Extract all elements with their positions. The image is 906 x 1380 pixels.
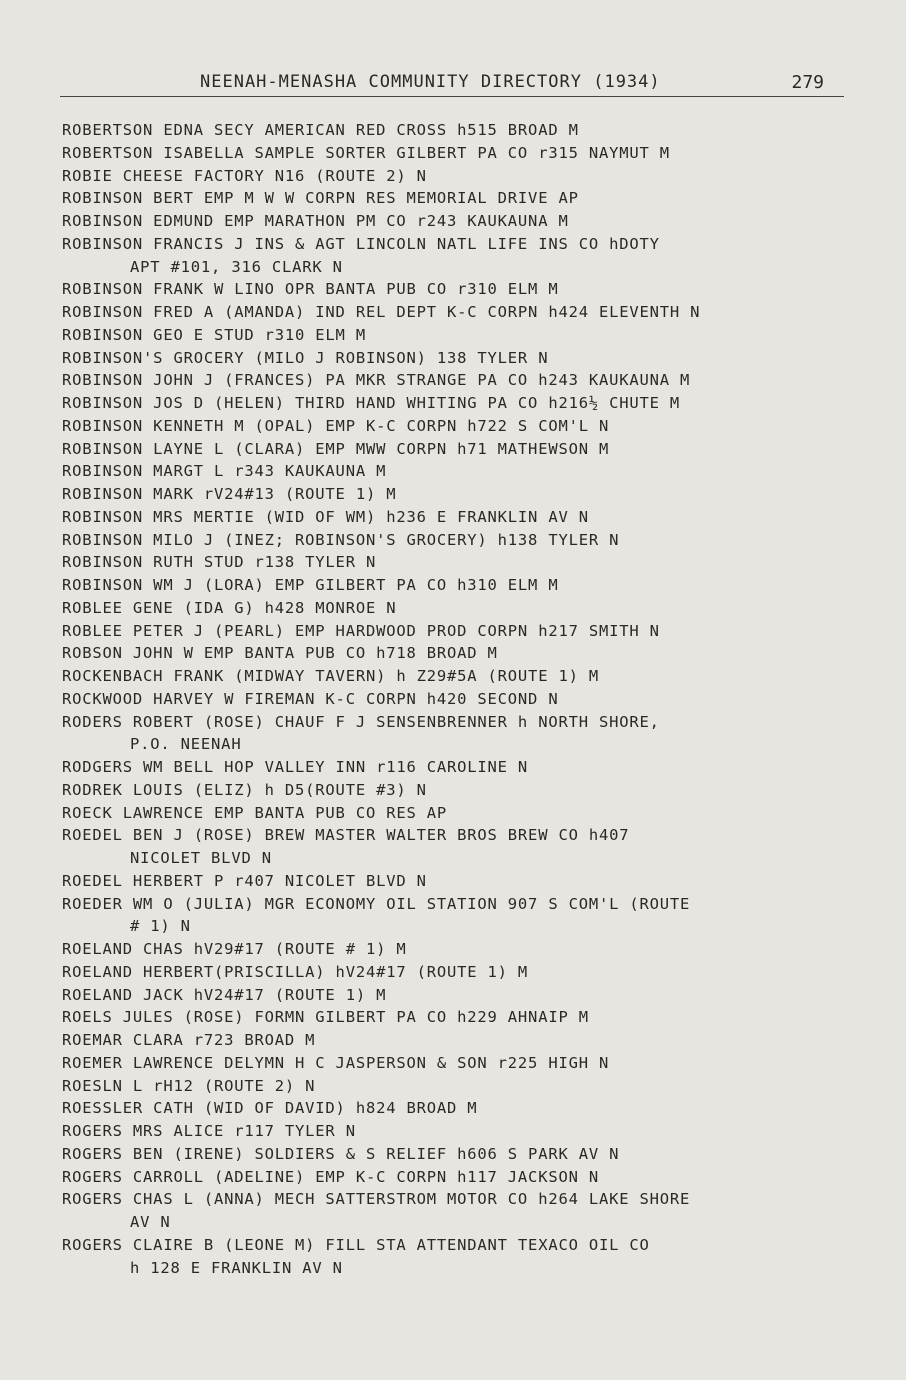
directory-entry: ROGERS BEN (IRENE) SOLDIERS & S RELIEF h606 S PARK AV N — [62, 1144, 620, 1163]
directory-listing — [62, 119, 862, 1279]
directory-entry: ROBLEE PETER J (PEARL) EMP HARDWOOD PROD CORPN h217 SMITH N — [62, 621, 660, 640]
directory-entry: ROBIE CHEESE FACTORY N16 (ROUTE 2) N — [62, 166, 427, 185]
page-number: 279 — [791, 72, 824, 93]
directory-entry: ROELAND HERBERT(PRISCILLA) hV24#17 (ROUTE 1) M — [62, 962, 529, 981]
directory-entry: ROBINSON GEO E STUD r310 ELM M — [62, 325, 366, 344]
directory-entry: ROBINSON FRANCIS J INS & AGT LINCOLN NATL LIFE INS CO hDOTY — [62, 234, 660, 253]
directory-entry: ROBINSON JOHN J (FRANCES) PA MKR STRANGE PA CO h243 KAUKAUNA M — [62, 371, 691, 390]
directory-entry: ROBINSON MARK rV24#13 (ROUTE 1) M — [62, 485, 397, 503]
directory-entry: ROESLN L rH12 (ROUTE 2) N — [62, 1076, 316, 1095]
directory-entry: ROCKENBACH FRANK (MIDWAY TAVERN) h Z29#5A (ROUTE 1) M — [62, 667, 599, 685]
directory-entry: ROCKWOOD HARVEY W FIREMAN K-C CORPN h420 SECOND N — [62, 689, 559, 708]
directory-entry: ROELAND CHAS hV29#17 (ROUTE # 1) M — [62, 940, 407, 958]
directory-entry: ROEDEL BEN J (ROSE) BREW MASTER WALTER BROS BREW CO h407 — [62, 826, 630, 845]
directory-entry: ROECK LAWRENCE EMP BANTA PUB CO RES AP — [62, 803, 448, 822]
directory-entry: ROBINSON EDMUND EMP MARATHON PM CO r243 KAUKAUNA M — [62, 212, 569, 230]
directory-entry: ROESSLER CATH (WID OF DAVID) h824 BROAD M — [62, 1099, 478, 1118]
directory-entry: ROBINSON'S GROCERY (MILO J ROBINSON) 138 TYLER N — [62, 348, 549, 367]
directory-entry: ROEDER WM O (JULIA) MGR ECONOMY OIL STATION 907 S COM'L (ROUTE — [62, 894, 691, 913]
directory-entry-continuation: APT #101, 316 CLARK N — [130, 257, 343, 276]
directory-entry: ROGERS MRS ALICE r117 TYLER N — [62, 1122, 356, 1140]
directory-entry-continuation: h 128 E FRANKLIN AV N — [130, 1258, 343, 1277]
directory-entry: ROBERTSON EDNA SECY AMERICAN RED CROSS h515 BROAD M — [62, 121, 579, 139]
directory-entry: ROBSON JOHN W EMP BANTA PUB CO h718 BROAD M — [62, 644, 498, 663]
directory-entry: ROBINSON MRS MERTIE (WID OF WM) h236 E FRANKLIN AV N — [62, 507, 589, 526]
directory-entry: ROBINSON LAYNE L (CLARA) EMP MWW CORPN h71 MATHEWSON M — [62, 439, 610, 458]
directory-entry: RODERS ROBERT (ROSE) CHAUF F J SENSENBRENNER h NORTH SHORE, — [62, 712, 660, 731]
directory-entry: ROELS JULES (ROSE) FORMN GILBERT PA CO h229 AHNAIP M — [62, 1008, 589, 1027]
directory-entry: ROBINSON MARGT L r343 KAUKAUNA M — [62, 462, 387, 481]
directory-entry: ROBINSON RUTH STUD r138 TYLER N — [62, 553, 377, 572]
page-header — [60, 70, 844, 97]
directory-entry: ROEMER LAWRENCE DELYMN H C JASPERSON & SON r225 HIGH N — [62, 1053, 610, 1072]
directory-entry: ROBINSON MILO J (INEZ; ROBINSON'S GROCERY) h138 TYLER N — [62, 530, 620, 549]
directory-entry-continuation: AV N — [130, 1213, 171, 1231]
directory-entry: ROBLEE GENE (IDA G) h428 MONROE N — [62, 598, 397, 617]
directory-entry: ROBINSON KENNETH M (OPAL) EMP K-C CORPN h722 S COM'L N — [62, 416, 610, 435]
directory-entry-continuation: NICOLET BLVD N — [130, 849, 272, 867]
directory-entry: ROBERTSON ISABELLA SAMPLE SORTER GILBERT PA CO r315 NAYMUT M — [62, 143, 670, 162]
directory-entry: ROBINSON FRANK W LINO OPR BANTA PUB CO r310 ELM M — [62, 280, 559, 299]
directory-entry: ROBINSON BERT EMP M W W CORPN RES MEMORIAL DRIVE AP — [62, 189, 579, 208]
directory-entry-continuation: # 1) N — [130, 917, 191, 936]
directory-entry: ROGERS CARROLL (ADELINE) EMP K-C CORPN h117 JACKSON N — [62, 1167, 599, 1186]
directory-entry: ROEMAR CLARA r723 BROAD M — [62, 1031, 316, 1049]
directory-entry: ROGERS CLAIRE B (LEONE M) FILL STA ATTENDANT TEXACO OIL CO — [62, 1235, 650, 1254]
directory-entry: RODREK LOUIS (ELIZ) h D5(ROUTE #3) N — [62, 780, 427, 799]
directory-entry: ROBINSON FRED A (AMANDA) IND REL DEPT K-C CORPN h424 ELEVENTH N — [62, 303, 701, 321]
directory-entry: ROEDEL HERBERT P r407 NICOLET BLVD N — [62, 871, 427, 890]
directory-entry: RODGERS WM BELL HOP VALLEY INN r116 CAROLINE N — [62, 758, 529, 776]
directory-entry: ROELAND JACK hV24#17 (ROUTE 1) M — [62, 985, 387, 1004]
directory-entry: ROBINSON WM J (LORA) EMP GILBERT PA CO h310 ELM M — [62, 576, 559, 594]
directory-title: NEENAH-MENASHA COMMUNITY DIRECTORY (1934) — [200, 72, 661, 92]
directory-entry-continuation: P.O. NEENAH — [130, 735, 242, 754]
directory-entry: ROBINSON JOS D (HELEN) THIRD HAND WHITING PA CO h216½ CHUTE M — [62, 394, 681, 412]
directory-entry: ROGERS CHAS L (ANNA) MECH SATTERSTROM MOTOR CO h264 LAKE SHORE — [62, 1190, 691, 1209]
